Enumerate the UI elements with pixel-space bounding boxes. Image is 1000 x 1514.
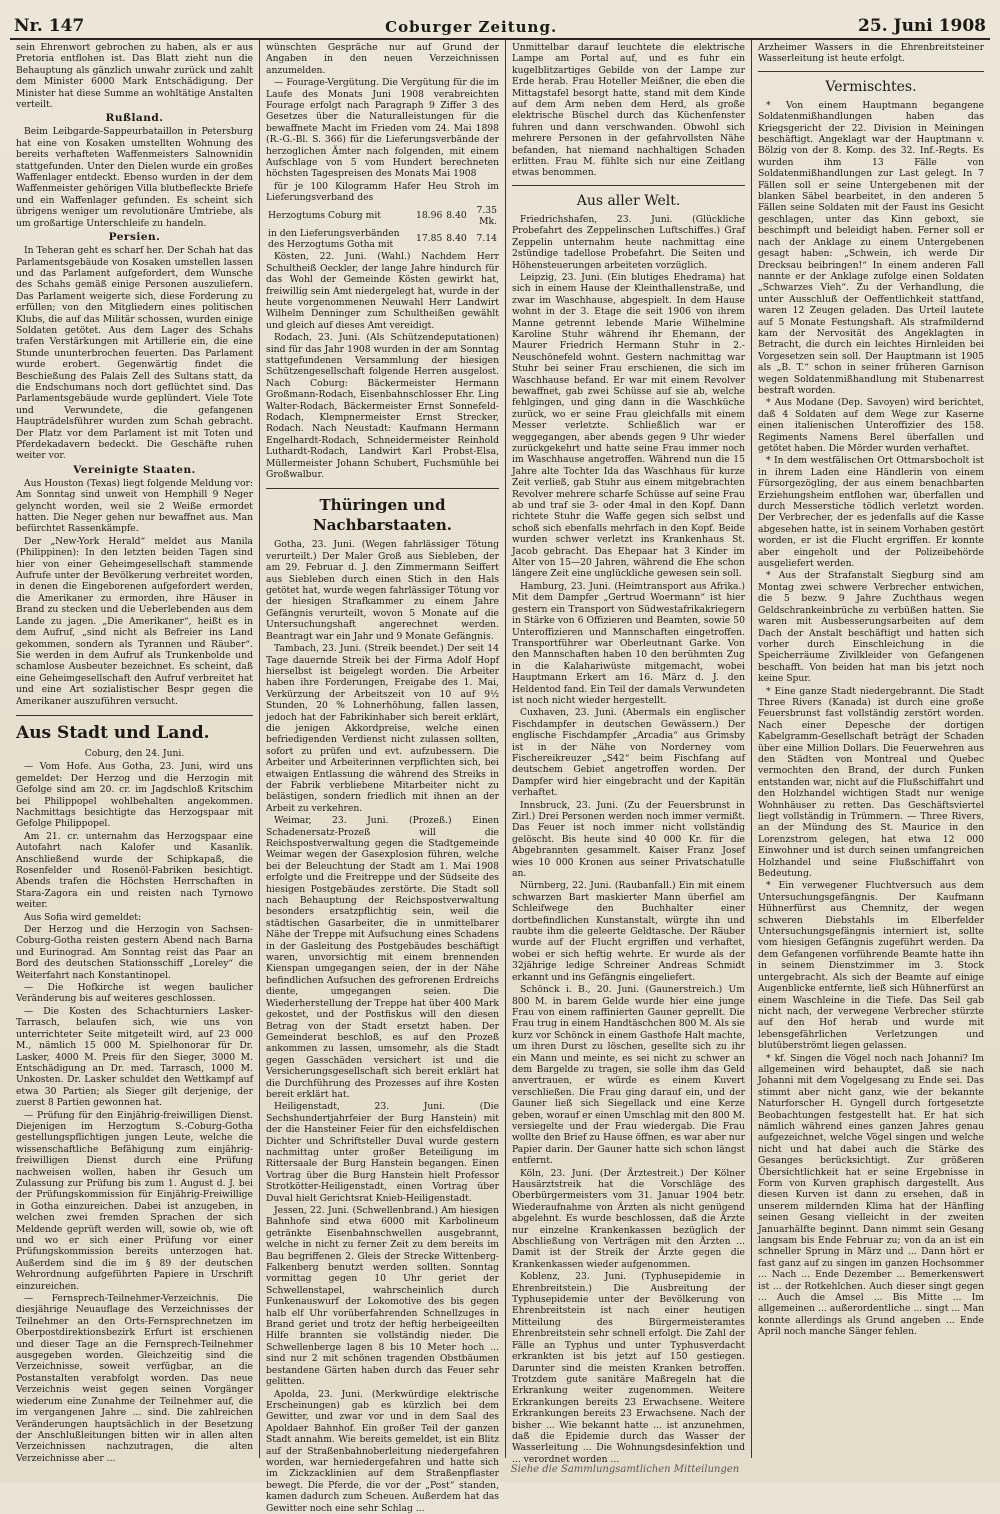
paragraph: Friedrichshafen, 23. Juni. (Glückliche Probefahrt des Zeppelinschen Luftschiffes.) Graf Zeppelin unternahm heute nachmittag eine 2stündige tadellose Probefahrt. Die Seiten und Höhensteuerungen arbeiteten vorzüglich. (512, 213, 745, 271)
masthead (10, 6, 990, 40)
paragraph: Beim Leibgarde-Sappeurbataillon in Petersburg hat eine von Kosaken umstellten Wohnung des bereits verhafteten Waffenmeisters Salnownidin stattgefunden. Unter den Dielen wurde ein großes Waffenlager entdeckt. Ebenso wurden in der dem Waffenmeister gehörigen Villa blutbefleckte Briefe und ein Waffenlager gefunden. Es scheint sich übrigens weniger um revolutionäre Umtriebe, als um großartige Unterschleife zu handeln. (16, 126, 253, 229)
paragraph: Rodach, 23. Juni. (Als Schützendeputationen) sind für das Jahr 1908 wurden in der am Sonntag stattgefundenen Versammlung der hiesigen Schützengesellschaft folgende Herren ausgelost. Nach Coburg: Bäckermeister Hermann Großmann-Rodach, Eisenbahnschlosser Ehr. Ling Walter-Rodach, Bäckermeister Ernst Sonnefeld-Rodach, Klempnermeister Ernst Strecker, Rodach. Nach Neustadt: Kaufmann Hermann Engelhardt-Rodach, Schneidermeister Reinhold Luthardt-Rodach, Landwirt Karl Probst-Elsa, Müllermeister Johann Schubert, Fuchsmühle bei Großwalbur. (266, 332, 499, 481)
paragraph: * kf. Singen die Vögel noch nach Johanni? Im allgemeinen wird behauptet, daß sie nach Johanni mit dem Vogelgesang zu Ende sei. Das stimmt aber nicht ganz, wie der bekannte Naturforscher H. Gyngell durch fortgesetzte Beobachtungen festgestellt hat. Er hat sich nämlich während eines ganzen Jahres genau aufgezeichnet, welche Vögel singen und welche nicht und hat dabei auch die Stärke des Gesanges berücksichtigt. Zur größeren Übersichtlichkeit hat er seine Ergebnisse in Form von Kurven graphisch dargestellt. Aus diesen Kurven ist dann zu ersehen, daß in unserem mildernden Klima hat der Hänfling seinen Gesang vielleicht in der zweiten Januarhälfte beginnt. Dann nimmt sein Gesang langsam bis Ende Februar zu; von da an ist ein schneller Sprung in März und ... Dann hört er fast ganz auf zu singen im ganzen Hochsommer ... Nach ... Ende Dezember ... Bemerkenswert ist ... der Rotkehlchen. Auch dieser singt gegen ... Auch die Amsel ... Bis Mitte ... Im allgemeinen ... außerordentliche ... singt ... Man konnte allerdings als Grund angeben ... Ende April noch manche Sänger fehlen. (758, 1052, 984, 1338)
paragraph: Tambach, 23. Juni. (Streik beendet.) Der seit 14 Tage dauernde Streik bei der Firma Adolf Hopf hierselbst ist beigelegt worden. Die Arbeiter haben ihre Forderungen, Freigabe des 1. Mai, Verkürzung der Arbeitszeit von 10 auf 9½ Stunden, 20 % Lohnerhöhung, fallen lassen, jedoch hat der Fabrikinhaber sich bereit erklärt, die jenigen Akkordpreise, welche einen befriedigenden Verdienst nicht zulassen sollten, sofort zu prüfen und evt. aufzubessern. Die Arbeiter und Arbeiterinnen verpflichten sich, bei etwaigen Entlassung die während des Streiks in der Fabrik verbliebene Mitarbeiter nicht zu belästigen, sondern friedlich mit ihnen an der Arbeit zu verkehren. (266, 643, 499, 814)
section-heading-vermischtes: Vermischtes. (758, 71, 984, 96)
paragraph: Unmittelbar darauf leuchtete die elektrische Lampe am Portal auf, und es fuhr ein kugelblitzartiges Gebilde von der Lampe zur Erde herab. Frau Hoteller Meißner, die eben die Mittagstafel besorgt hatte, stand mit dem Kinde auf dem Arm neben dem Herd, als große elektrische Büschel durch das Küchenfenster fuhren und dann verschwanden. Obwohl sich mehrere Personen in der gefahrvollsten Nähe befanden, hat niemand nachhaltigen Schaden erlitten. Frau M. fühlte sich nur eine Zeitlang etwas benommen. (512, 42, 745, 179)
paragraph: Weimar, 23. Juni. (Prozeß.) Einen Schadenersatz-Prozeß will die Reichspostverwaltung gegen die Stadtgemeinde Weimar wegen der Gasexplosion führen, welche bei der Beleuchtung der Stadt am 1. Mai 1908 erfolgte und die Freitreppe und der Südseite des hiesigen Postgebäudes zerstörte. Die Stadt soll nach Behauptung der Reichspostverwaltung besonders ersatzpflichtig sein, weil die städtischen Gasarbeiter, die in unmittelbarer Nähe der Treppe mit Aufsuchung eines Schadens in der Gasleitung des Postgebäudes beschäftigt waren, unvorsichtig mit einem brennenden Kienspan umgegangen seien, der in der Nähe befindlichen Aufsuchen des gefrorenen Erdreichs diente, umgegangen seien. Die Wiederherstellung der Treppe hat über 400 Mark gekostet, und der Postfiskus will den diesen Betrag von der Stadt ersetzt haben. Der Gemeinderat beschloß, es auf den Prozeß ankommen zu lassen, umsomehr, als die Stadt gegen Gasschäden versichert ist und die Versicherungsgesellschaft sich bereit erklärt hat die Durchführung des Prozesses auf ihre Kosten bereit erklärt hat. (266, 815, 499, 1100)
paragraph: Schönck i. B., 20. Juni. (Gaunerstreich.) Um 800 M. in barem Gelde wurde hier eine junge Frau von einem raffinierten Gauner geprellt. Die Frau trug in einem Handtäschchen 800 M. Als sie kurz vor Schönck in einem Gasthofe Halt machte, um ihren Durst zu löschen, gesellte sich zu ihr ein Mann und meinte, es sei nicht zu schwer an dem Bargelde zu tragen, sie solle ihm das Geld anvertrauen, er würde es einem Kuvert verschließen. Die Frau ging darauf ein, und der Gauner ließ sich Siegellack und eine Kerze geben, worauf er einen Umschlag mit den 800 M. versiegelte und der Frau wiedergab. Die Frau wollte den Brief zu Hause öffnen, es war aber nur Papier darin. Der Gauner hatte sich schon längst entfernt. (512, 984, 745, 1167)
paragraph: * Von einem Hauptmann begangene Soldatenmißhandlungen haben das Kriegsgericht der 22. Division in Meiningen beschäftigt. Angeklagt war der Hauptmann v. Bölzig von der 8. Komp. des 32. Inf.-Regts. Es wurden ihm 13 Fälle von Soldatenmißhandlungen zur Last gelegt. In 7 Fällen soll er seine Untergebenen mit der blanken Säbel bearbeitet, in den anderen 5 Fällen seine Soldaten mit der Faust ins Gesicht geschlagen, unter das Kinn geboxt, sie beschimpft und beleidigt haben. Ferner soll er nach der Anklage zu einem Untergebenen gesagt haben: „Schwein, ich werde Dir Drecksau beibringen!“ In einem anderen Fall nannte er der Anklage zufolge einen Soldaten „Schwarzes Vieh“. Zu der Verhandlung, die unter Ausschluß der Oeffentlichkeit stattfand, waren 12 Zeugen geladen. Das Urteil lautete auf 5 Monate Festungshaft. Als strafmildernd kam der Nervosität des Angeklagten in Betracht, die durch ein leichtes Hirnleiden bei Vorgesetzen sein soll. Der Hauptmann ist 1905 als „B. T.“ schon in seiner früheren Garnison wegen Soldatenmißhandlung mit Stubenarrest bestraft worden. (758, 99, 984, 396)
paragraph: * Aus Modane (Dep. Savoyen) wird berichtet, daß 4 Soldaten auf dem Wege zur Kaserne einen italienischen Unteroffizier des 158. Regiments Namens Berel überfallen und getötet haben. Die Mörder wurden verhaftet. (758, 397, 984, 454)
newspaper-title: Coburger Zeitung. (385, 18, 558, 36)
paragraph: Apolda, 23. Juni. (Merkwürdige elektrische Erscheinungen) gab es kürzlich bei dem Gewitter, und zwar vor und in dem Saal des Apoldaer Bahnhof. Ein großer Teil der ganzen Stadt annahm. Wie bereits gemeldet, ist ein Blitz auf der Straßenbahnoberleitung niedergefahren worden, war herniedergefahren und hatte sich im Zickzacklinien auf dem Straßenpflaster bewegt. Die Pferde, die vor der „Post“ standen, kamen dadurch zum Scheuen. Außerdem hat das Gewitter noch eine sehr Schlag ... (266, 1388, 499, 1514)
section-heading-russland: Rußland. (105, 112, 164, 125)
price-hafer: 17.85 (415, 233, 443, 245)
paragraph: In Teheran geht es scharf her. Der Schah hat das Parlamentsgebäude von Kosaken umstellen lassen und das Parlament aufgefordert, dem Wunsche des Schahs gemäß einige Personen auszuliefern. Das Parlament weigerte sich, diese Forderung zu erfüllen; von den Mitgliedern eines politischen Klubs, die auf das Militär schossen, wurden einige Soldaten getötet. Aus dem Lager des Schahs trafen Verstärkungen mit Artillerie ein, die eine Stunde ununterbrochen feuerten. Das Parlament wurde erobert. Gegenwärtig findet die Beschießung des Palais Zell des Sultans statt, da die Endschumans noch dort geflüchtet sind. Das Parlamentsgebäude wurde geplündert. Viele Tote und Verwundete, die gefangenen Haupträdelsführer wurden zum Schah gebracht. Der Platz vor dem Parlament ist mit Toten und Pferdekadavern bedeckt. Die Geschäfte ruhen weiter vor. (16, 245, 253, 462)
issue-date: 25. Juni 1908 (858, 16, 986, 36)
paragraph: Koblenz, 23. Juni. (Typhusepidemie in Ehrenbreitstein.) Die Ausbreitung der Typhusepidemie unter der Bevölkerung von Ehrenbreitstein ist nach einer heutigen Mitteilung des Bürgermeisteramtes Ehrenbreitstein sehr schnell erfolgt. Die Zahl der Fälle an Typhus und unter Typhusverdacht erkrankten ist bis jetzt auf 150 gestiegen. Darunter sind die meisten Kranken betroffen. Trotzdem gute sanitäre Maßregeln hat die Erkrankung weiter zugenommen. Weitere Erkrankungen bereits 23 Erwachsene. Weitere Erkrankungen bereits 23 Erwachsene. Nach der bisher ... Wie bekannt hatte ... ist anzunehmen, daß die Epidemie durch das Wasser der Wasserleitung ... Die Wohnungsdesinfektion und ... verordnet worden ... (512, 1271, 745, 1465)
price-hafer: 18.96 (415, 210, 443, 222)
paragraph: * In dem westfälischen Ort Ottmarsbocholt ist in ihrem Laden eine Händlerin von einem Fürsorgezögling, der aus einem benachbarten Erziehungsheim entflohen war, überfallen und durch Messerstiche tödlich verletzt worden. Der Verbrecher, der es jedenfalls auf die Kasse abgesehen hatte, ist in seinem Vorhaben gestört worden, er ist die Flucht ergriffen. Er konnte aber eingeholt und der Polizeibehörde ausgeliefert werden. (758, 455, 984, 570)
paragraph: Gotha, 23. Juni. (Wegen fahrlässiger Tötung verurteilt.) Der Maler Groß aus Siebleben, der am 29. Februar d. J. den Zimmermann Seiffert aus Siebleben durch einen Stich in den Hals getötet hat, wurde wegen fahrlässiger Tötung vor der hiesigen Strafkammer zu einem Jahre Gefängnis verurteilt, wovon 5 Monate auf die Untersuchungshaft angerechnet werden. Beantragt war ein Jahr und 9 Monate Gefängnis. (266, 539, 499, 642)
paragraph: Innsbruck, 23. Juni. (Zu der Feuersbrunst in Zirl.) Drei Personen werden noch immer vermißt. Das Feuer ist noch immer nicht vollständig gelöscht. Bis heute sind 40 000 Kr. für die Abgebrannten gesammelt. Kaiser Franz Josef wies 10 000 Kronen aus seiner Privatschatulle an. (512, 799, 745, 880)
column-3 (506, 40, 752, 1465)
paragraph: — Fernsprech-Teilnehmer-Verzeichnis. Die diesjährige Neuauflage des Verzeichnisses der Teilnehmer an den Orts-Fernsprechnetzen im Oberpostdirektionsbezirk Erfurt ist erschienen und dieser Tage an die Fernsprech-Teilnehmer ausgegeben worden. Gleichzeitig sind die Verzeichnisse, soweit verfügbar, an die Postanstalten verabfolgt worden. Das neue Verzeichnis weist gegen seinen Vorgänger wiederum eine Zunahme der Teilnehmer auf, die im vergangenen Jahre ... sind. Die zahlreichen Veränderungen hauptsächlich in der Besetzung der Anschlußleitungen bitten wir in allen alten Verzeichnissen nachzutragen, die alten Verzeichnisse aber ... (16, 1293, 253, 1464)
column-1 (10, 40, 260, 1464)
price-label: in den Lieferungsverbänden des Herzogtums Gotha mit (268, 227, 400, 250)
price-heu: 8.40 (446, 233, 467, 245)
paragraph: Am 21. cr. unternahm das Herzogspaar eine Autofahrt nach Kalofer und Kasanlik. Anschließend wurde der Schipkapaß, die Rosenfelder und Rosenöl-Fabriken besichtigt. Abends trafen die Höchsten Herrschaften in Stara-Zagora ein und reisten nach Tyrnowo weiter. (16, 830, 253, 911)
paragraph: sein Ehrenwort gebrochen zu haben, als er aus Pretoria entflohen ist. Das Blatt zieht nun die Behauptung als gänzlich unwahr zurück und zahlt dem Minister 6000 Mark Entschädigung. Der Minister hat diese Summe an wohltätige Anstalten verteilt. (16, 42, 253, 111)
section-heading-staaten: Vereinigte Staaten. (73, 463, 196, 476)
paragraph: * Eine ganze Stadt niedergebrannt. Die Stadt Three Rivers (Kanada) ist durch eine große Feuersbrunst fast vollständig zerstört worden. Nach einer Depesche der dortigen Kabelgramm-Gesellschaft beträgt der Schaden über eine Million Dollars. Die Feuerwehren aus den Städten von Montreal und Quebec vermochten den Brand, der durch Funken entstanden war, nicht auf die Flußschiffahrt und den Holzhandel wichtigen Stadt nur wenige Wohnhäuser zu retten. Das Geschäftsviertel liegt vollständig in Trümmern. — Three Rivers, an der Mündung des St. Maurice in den Lorenzstrom gelegen, hat etwa 12 000 Einwohner und ist durch seinen umfangreichen Holzhandel und seine Flußschiffahrt von Bedeutung. (758, 685, 984, 880)
section-heading-persien: Persien. (108, 231, 161, 244)
dateline: Coburg, den 24. Juni. (84, 747, 185, 759)
issue-number: Nr. 147 (14, 16, 85, 36)
paragraph: Aus Sofia wird gemeldet: (24, 911, 142, 923)
paragraph: — Die Hofkirche ist wegen baulicher Veränderung bis auf weiteres geschlossen. (16, 982, 253, 1005)
section-heading-stadt-land: Aus Stadt und Land. (16, 715, 253, 744)
section-heading-aller-welt: Aus aller Welt. (512, 185, 745, 210)
paragraph: — Die Kosten des Schachturniers Lasker-Tarrasch, belaufen sich, wie uns von unterrichteter Seite mitgeteilt wird, auf 23 000 M., nämlich 15 000 M. Spielhonorar für Dr. Lasker, 4000 M. Preis für den Sieger, 3000 M. Entschädigung an Dr. med. Tarrasch, 1000 M. Unkosten. Dr. Lasker schuldet den Wettkampf auf etwa 30 Partien; als Sieger gilt derjenige, der zuerst 8 Partien gewonnen hat. (16, 1005, 253, 1109)
table-row (266, 205, 499, 228)
paragraph: Arzheimer Wassers in die Ehrenbreitsteiner Wasserleitung ist heute erfolgt. (758, 42, 984, 65)
price-stroh: 7.35 Mk. (476, 204, 497, 228)
price-stroh: 7.14 (476, 233, 497, 245)
price-heu: 8.40 (446, 210, 467, 222)
paragraph: Nürnberg, 22. Juni. (Raubanfall.) Ein mit einem schwarzen Bart maskierter Mann überfiel am Schleifwege den Buchhalter einer dortbefindlichen Kunstanstalt, würgte ihn und raubte ihm die geleerte Geldtasche. Der Räuber wurde auf der Flucht ergriffen und verhaftet, wobei er sich heftig wehrte. Er wurde als der 32jährige ledige Schreiner Andreas Schmidt erkannt und ins Gefängnis eingeliefert. (512, 880, 745, 983)
table-row (266, 228, 499, 251)
paragraph: — Vom Hofe. Aus Gotha, 23. Juni, wird uns gemeldet: Der Herzog und die Herzogin mit Gefolge sind am 20. cr. im Jagdschloß Kritschim bei Philippopel wohlbehalten angekommen. Nachmittags besichtigte das Herzogspaar mit Gefolge Philippopel. (16, 761, 253, 830)
paragraph: * Aus der Strafanstalt Siegburg sind am Montag zwei schwere Verbrecher entwichen, die 5 bezw. 9 Jahre Zuchthaus wegen Geldschrankeinbrüche zu verbüßen hatten. Sie waren mit Ausbesserungsarbeiten auf dem Dach der Anstalt beschäftigt und hatten sich vorher durch Einschleichung in die Speicherräume Zivilkleider von Gefangenen beschafft. Von beiden hat man bis jetzt noch keine Spur. (758, 570, 984, 685)
paragraph: Cuxhaven, 23. Juni. (Abermals ein englischer Fischdampfer in deutschen Gewässern.) Der englische Fischdampfer „Arcadia“ aus Grimsby ist in der Nähe von Norderney vom Fischereikreuzer „S42“ beim Fischfang auf deutschem Gebiet angetroffen worden. Der Dampfer wird hier eingebracht und der Kapitän verhaftet. (512, 707, 745, 799)
paragraph: — Fourage-Vergütung. Die Vergütung für die im Laufe des Monats Juni 1908 verabreichten Fourage erfolgt nach Paragraph 9 Ziffer 3 des Gesetzes über die Naturalleistungen für die bewaffnete Macht im Frieden vom 24. Mai 1898 (R.-G.-Bl. S. 366) für die Lieferungsverbände der herzoglichen Ämter nach folgenden, mit einem Aufschlage von 5 vom Hundert berechneten höchsten Tagespreisen des Monats Mai 1908 (266, 77, 499, 180)
paragraph: * Ein verwegener Fluchtversuch aus dem Untersuchungsgefängnis. Der Kaufmann Hühnerfürst aus Chemnitz, der wegen schweren Diebstahls im Elberfelder Untersuchungsgefängnis interniert ist, sollte vom hiesigen Gefängnis zugeführt werden. Da dem Gefangenen vorführende Beamte hatte ihn in seinem Dienstzimmer im 3. Stock untergebracht. Als sich der Beamte auf einige Augenblicke entfernte, ließ sich Hühnerfürst an einem Waschleine in die Tiefe. Das Seil gab nicht nach, der verwegene Verbrecher stürzte auf den Hof herab und wurde mit lebensgefährlichen Verletzungen und blutüberströmt liegen gelassen. (758, 880, 984, 1052)
paragraph: Aus Houston (Texas) liegt folgende Meldung vor: Am Sonntag sind unweit von Hemphill 9 Neger gelyncht worden, weil sie 2 Weiße ermordet hatten. Die Neger gehen nur bewaffnet aus. Man befürchtet Rassenkämpfe. (16, 477, 253, 535)
paragraph: — Prüfung für den Einjährig-freiwilligen Dienst. Diejenigen im Herzogtum S.-Coburg-Gotha gestellungspflichtigen jungen Leute, welche die wissenschaftliche Befähigung zum einjährig-freiwilligen Dienst durch eine Prüfung nachweisen wollen, haben ihr Gesuch um Zulassung zur Prüfung bis zum 1. August d. J. bei der Prüfungskommission für Einjährig-Freiwillige in Gotha einzureichen. Dabei ist anzugeben, in welchen zwei fremden Sprachen der sich Meldende geprüft werden will, sowie ob, wie oft und wo er sich einer Prüfung vor einer Prüfungskommission bereits unterzogen hat. Außerdem sind die im § 89 der deutschen Wehrordnung aufgeführten Papiere in Urschrift einzureichen. (16, 1109, 253, 1292)
price-label: Herzogtums Coburg mit (268, 210, 381, 222)
paragraph: Heiligenstadt, 23. Juni. (Die Sechshundertjahrfeier der Burg Hanstein) mit der die Hansteiner Feier für den eichsfeldischen Dichter und Schriftsteller Duval wurde gestern nachmittag unter großer Beteiligung im Rittersaale der Burg Hanstein begangen. Einen Vortrag über die Burg Hanstein hielt Professor Strotkötter-Heiligenstadt, einen Vortrag über Duval hielt Gerichtsrat Knieb-Heiligenstadt. (266, 1101, 499, 1204)
paragraph: für je 100 Kilogramm Hafer Heu Stroh im Lieferungsverband des (266, 180, 499, 204)
paragraph: Der Herzog und die Herzogin von Sachsen-Coburg-Gotha reisten gestern Abend nach Barna und Eurinograd. Am Sonntag reist das Paar an Bord des deutschen Stationsschiff „Loreley“ die Weiterfahrt nach Konstantinopel. (16, 924, 253, 981)
paragraph: Leipzig, 23. Juni. (Ein blutiges Ehedrama) hat sich in einem Hause der Kleinthallenstraße, und zwar im Waschhause, abgespielt. In dem Hause wohnt in der 3. Etage die seit 1906 von ihrem Manne getrennt lebende Marie Wilhelmine Karoline Stuhr während ihr Ehemann, der Maurer Friedrich Hermann Stuhr in 2.-Neuschönefeld wohnt. Gestern nachmittag war Stuhr bei seiner Frau erschienen, die sich im Waschhause befand. Er war mit einem Revolver bewaffnet, gab zwei Schüsse auf sie ab, welche fehlgingen, und ging dann in die Waschküche zurück, wo er seine Frau gleichfalls mit einem Messer verletzte. Schließlich war er weggegangen, aber abends gegen 9 Uhr wieder zurückgekehrt und hatte seine Frau immer noch im Waschhause angetroffen. Während nun die 15 Jahre alte Tochter Ida das Waschhaus für kurze Zeit verließ, gab Stuhr aus einem mitgebrachten Revolver mehrere scharfe Schüsse auf seine Frau ab und traf sie 3- oder 4mal in den Kopf. Dann richtete Stuhr die Waffe gegen sich selbst und schoß sich ebenfalls mehrfach in den Kopf. Beide wurden schwer verletzt ins Krankenhaus St. Jacob gebracht. Das Ehepaar hat 3 Kinder im Alter von 15—20 Jahren, während die Ehe schon längere Zeit eine unglückliche gewesen sein soll. (512, 271, 745, 580)
paragraph: wünschten Gespräche nur auf Grund der Angaben in den neuen Verzeichnissen anzumelden. (266, 42, 499, 76)
price-table (266, 205, 499, 251)
paragraph: Hamburg, 23. Juni. (Heimtransport aus Afrika.) Mit dem Dampfer „Gertrud Woermann“ ist hier gestern ein Transport von Südwestafrikakriegern in Stärke von 6 Offizieren und Beamten, sowie 50 Unteroffizieren und Mannschaften eingetroffen. Transportführer war Oberleutnant Garke. Von den Mannschaften haben 10 den berühmten Zug in die Kalahariwüste mitgemacht, wobei Hauptmann Erkert am 16. März d. J. den Heldentod fand. Ein Teil der damals Verwundeten ist noch nicht wieder hergestellt. (512, 580, 745, 706)
column-2 (260, 40, 506, 1514)
page-footer: Siehe die Sammlungsamtlichen Mitteilungen (510, 1464, 740, 1475)
column-4 (752, 40, 990, 1458)
paragraph: Jessen, 22. Juni. (Schwellenbrand.) Am hiesigen Bahnhofe sind etwa 6000 mit Karbolineum getränkte Eisenbahnschwellen ausgebrannt, welche in nicht zu ferner Zeit zu dem bereits im Bau begriffenen 2. Gleis der Strecke Wittenberg-Falkenberg benutzt werden sollten. Sonntag vormittag gegen 10 Uhr geriet der Schwellenstapel, wahrscheinlich durch Funkenauswurf der Lokomotive des bis gegen halb elf Uhr vorüberfahrenden Schnellzuges in Brand geriet und trotz der heftig herbeigeeilten Hilfe brannten sie vollständig nieder. Die Schwellenberge lagen 8 bis 10 Meter hoch ... sind nur 2 mit schönen tragenden Obstbäumen bestandene Gärten haben durch das Feuer sehr gelitten. (266, 1205, 499, 1388)
paragraph: Der „New-York Herald“ meldet aus Manila (Philippinen): In den letzten beiden Tagen sind hier von einer Geheimgesellschaft stammende Aufrufe unter der Bevölkerung verbreitet worden, in denen die Eingeborenen aufgefordert werden, die Amerikaner zu ermorden, ihre Häuser in Brand zu stecken und die Ueberlebenden aus dem Lande zu jagen. „Die Amerikaner“, heißt es in dem Aufruf, „sind nicht als Befreier ins Land gekommen, sondern als Tyrannen und Räuber“. Sie werden in dem Aufruf als Trunkenbolde und schamlose Ausbeuter bezeichnet. Es scheint, daß eine Geheimgesellschaft den Aufruf verbreitet hat und eine Art sozialistischer Bespr gegen die Amerikaner auszuführen versucht. (16, 535, 253, 707)
section-heading-thueringen: Thüringen und Nachbarstaaten. (266, 488, 499, 535)
paragraph: Köln, 23. Juni. (Der Ärztestreit.) Der Kölner Hausärztstreik hat die Vorschläge des Oberbürgermeisters vom 31. Januar 1904 betr. Wiederaufnahme von Ärzten als nicht genügend abgelehnt. Es wurde beschlossen, daß die Ärzte nur einzelne Krankenkassen bezüglich der Abschließung von Verträgen mit den Ärzten ... Damit ist der Streik der Ärzte gegen die Krankenkassen wieder aufgenommen. (512, 1167, 745, 1270)
paragraph: Kösten, 22. Juni. (Wahl.) Nachdem Herr Schultheiß Oeckler, der lange Jahre hindurch für das Wohl der Gemeinde Kösten gewirkt hat, freiwillig sein Amt niedergelegt hat, wurde in der heute vorgenommenen Neuwahl Herr Landwirt Wilhelm Denninger zum Schultheißen gewählt und gleich auf dieses Amt vereidigt. (266, 251, 499, 331)
